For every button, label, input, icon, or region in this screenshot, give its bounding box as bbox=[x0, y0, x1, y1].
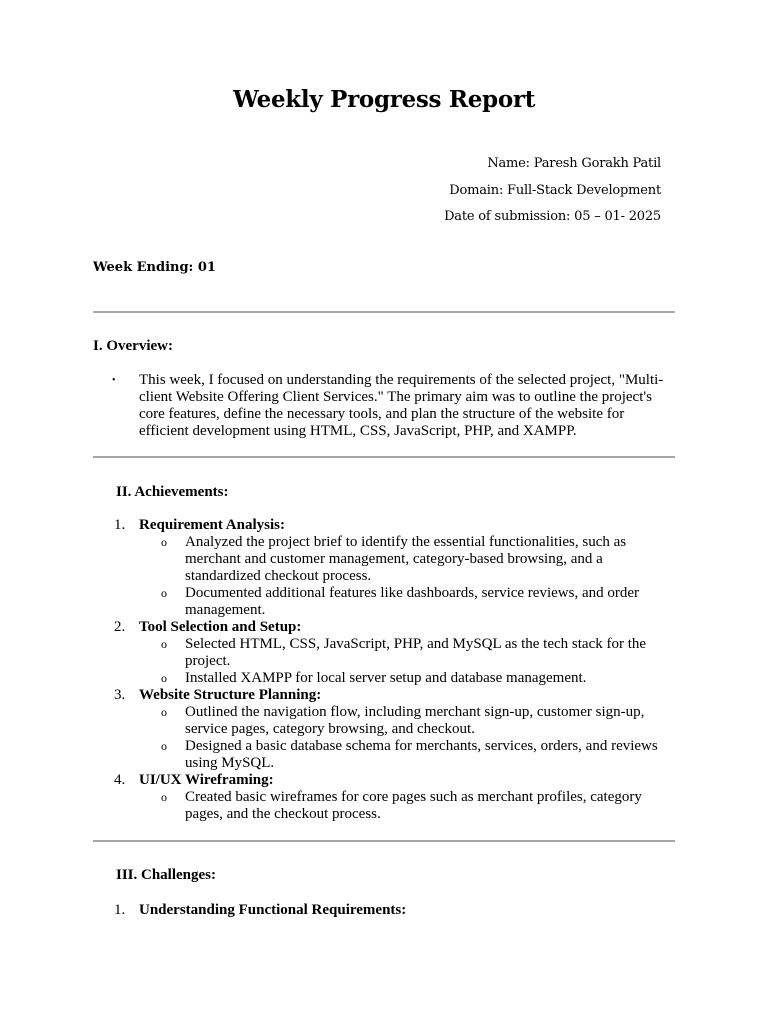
circle-bullet-icon: o bbox=[161, 790, 167, 804]
submission-date: Date of submission: 05 – 01- 2025 bbox=[444, 209, 661, 224]
sub-list-item bbox=[161, 704, 679, 738]
sub-item-text: Designed a basic database schema for merchants, services, orders, and reviews using MySQL. bbox=[185, 738, 658, 771]
week-ending: Week Ending: 01 bbox=[93, 260, 216, 275]
sub-list-item bbox=[161, 738, 679, 772]
sub-item-text: Created basic wireframes for core pages such as merchant profiles, category pages, and the checkout process. bbox=[185, 789, 642, 822]
sub-list-item bbox=[161, 789, 679, 823]
circle-bullet-icon: o bbox=[161, 739, 167, 753]
list-item-title: Tool Selection and Setup: bbox=[139, 619, 302, 635]
divider bbox=[93, 311, 675, 313]
challenges-list bbox=[114, 902, 679, 919]
list-item bbox=[114, 619, 679, 636]
author-name: Name: Paresh Gorakh Patil bbox=[487, 156, 661, 171]
divider bbox=[93, 840, 675, 842]
achievements-list bbox=[114, 517, 679, 823]
divider bbox=[93, 456, 675, 458]
list-number: 1. bbox=[114, 902, 126, 918]
sub-item-text: Outlined the navigation flow, including merchant sign-up, customer sign-up, service pages, category browsing, and checkout. bbox=[185, 704, 645, 737]
page-title: Weekly Progress Report bbox=[232, 86, 536, 113]
sub-list-item bbox=[161, 636, 679, 670]
sub-item-text: Documented additional features like dashboards, service reviews, and order management. bbox=[185, 585, 639, 618]
sub-item-text: Analyzed the project brief to identify the essential functionalities, such as merchant and customer management, category-based browsing, and a standardized checkout process. bbox=[185, 534, 627, 584]
sub-list-item bbox=[161, 534, 679, 585]
sub-item-text: Selected HTML, CSS, JavaScript, PHP, and MySQL as the tech stack for the project. bbox=[185, 636, 647, 669]
sub-list-item bbox=[161, 670, 679, 687]
list-number: 1. bbox=[114, 517, 126, 533]
overview-heading: I. Overview: bbox=[93, 338, 173, 354]
challenges-heading: III. Challenges: bbox=[116, 867, 217, 883]
list-item-title: Website Structure Planning: bbox=[139, 687, 322, 703]
sub-list-item bbox=[161, 585, 679, 619]
list-item bbox=[114, 517, 679, 534]
circle-bullet-icon: o bbox=[161, 705, 167, 719]
circle-bullet-icon: o bbox=[161, 671, 167, 685]
list-item bbox=[114, 772, 679, 789]
list-number: 3. bbox=[114, 687, 126, 703]
list-item-title: Understanding Functional Requirements: bbox=[139, 902, 407, 918]
list-item bbox=[112, 372, 677, 440]
circle-bullet-icon: o bbox=[161, 535, 167, 549]
circle-bullet-icon: o bbox=[161, 586, 167, 600]
list-item-title: Requirement Analysis: bbox=[139, 517, 285, 533]
list-number: 2. bbox=[114, 619, 126, 635]
list-item bbox=[114, 902, 679, 919]
list-number: 4. bbox=[114, 772, 126, 788]
bullet-icon: • bbox=[112, 375, 116, 386]
achievements-heading: II. Achievements: bbox=[116, 484, 229, 500]
list-item-title: UI/UX Wireframing: bbox=[139, 772, 274, 788]
domain-line: Domain: Full-Stack Development bbox=[449, 183, 661, 198]
circle-bullet-icon: o bbox=[161, 637, 167, 651]
sub-item-text: Installed XAMPP for local server setup and database management. bbox=[185, 670, 587, 686]
list-item bbox=[114, 687, 679, 704]
overview-text: This week, I focused on understanding the requirements of the selected project, "Multi-client Website Offering Client Services." The primary aim was to outline the project's core features, define the necessary tools, and plan the structure of the website for efficient development using HTML, CSS, JavaScript, PHP, and XAMPP. bbox=[139, 372, 664, 439]
